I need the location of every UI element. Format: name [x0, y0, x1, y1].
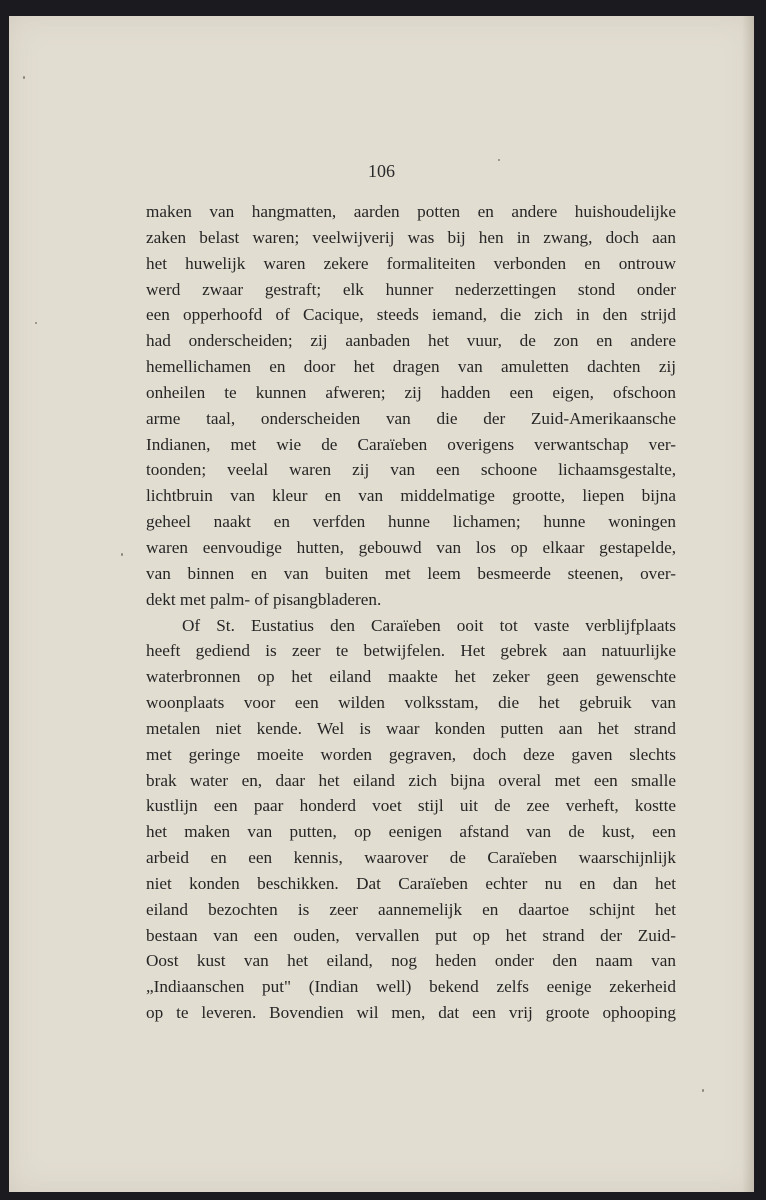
text-line: het huwelijk waren zekere formaliteiten verbonden en ontrouw — [146, 253, 676, 273]
text-line: brak water en, daar het eiland zich bijna overal met een smalle — [146, 770, 676, 790]
text-line: onheilen te kunnen afweren; zij hadden een eigen, ofschoon — [146, 382, 676, 402]
text-line: dekt met palm- of pisangbladeren. — [146, 589, 382, 609]
text-line: waren eenvoudige hutten, gebouwd van los op elkaar gestapelde, — [146, 537, 676, 557]
text-line: arme taal, onderscheiden van die der Zuid-Amerikaansche — [146, 408, 676, 428]
text-line: op te leveren. Bovendien wil men, dat een vrij groote ophooping — [146, 1003, 676, 1023]
text-line: een opperhoofd of Cacique, steeds iemand, die zich in den strijd — [146, 305, 676, 325]
text-line: eiland bezochten is zeer aannemelijk en daartoe schijnt het — [146, 899, 676, 919]
text-line: woonplaats voor een wilden volksstam, die het gebruik van — [146, 693, 676, 713]
paper-speck — [121, 553, 123, 556]
text-line: zaken belast waren; veelwijverij was bij hen in zwang, doch aan — [146, 227, 676, 247]
text-line: het maken van putten, op eenigen afstand van de kust, een — [146, 822, 676, 842]
paper-speck — [35, 322, 37, 324]
text-line: had onderscheiden; zij aanbaden het vuur, de zon en andere — [146, 331, 676, 351]
text-line: waterbronnen op het eiland maakte het zeker geen gewenschte — [146, 667, 676, 687]
text-line: lichtbruin van kleur en van middelmatige grootte, liepen bijna — [146, 486, 676, 506]
text-line: met geringe moeite worden gegraven, doch deze gaven slechts — [146, 744, 676, 764]
text-line: niet konden beschikken. Dat Caraïeben echter nu en dan het — [146, 873, 676, 893]
text-line: Oost kust van het eiland, nog heden onder den naam van — [146, 951, 676, 971]
body-text — [146, 199, 676, 1026]
book-page — [9, 16, 754, 1192]
text-line: metalen niet kende. Wel is waar konden putten aan het strand — [146, 718, 676, 738]
text-line: heeft gediend is zeer te betwijfelen. Het gebrek aan natuurlijke — [146, 641, 676, 661]
paper-speck — [702, 1089, 704, 1092]
text-line: maken van hangmatten, aarden potten en andere huishoudelijke — [146, 202, 676, 221]
text-line: hemellichamen en door het dragen van amuletten dachten zij — [146, 357, 676, 377]
text-line: geheel naakt en verfden hunne lichamen; hunne woningen — [146, 512, 676, 532]
paper-speck — [23, 76, 25, 79]
text-line: van binnen en van buiten met leem besmeerde steenen, over- — [146, 563, 676, 583]
text-line: toonden; veelal waren zij van een schoone lichaamsgestalte, — [146, 460, 676, 480]
text-line: kustlijn een paar honderd voet stijl uit de zee verheft, kostte — [146, 796, 676, 816]
page-number: 106 — [368, 161, 395, 181]
text-line: „Indiaanschen put" (Indian well) bekend zelfs eenige zekerheid — [146, 977, 676, 997]
text-line: bestaan van een ouden, vervallen put op het strand der Zuid- — [146, 925, 676, 945]
text-line: werd zwaar gestraft; elk hunner nederzettingen stond onder — [146, 279, 676, 299]
page-edge-shadow — [742, 16, 754, 1192]
text-line: Indianen, met wie de Caraïeben overigens verwantschap ver- — [146, 434, 676, 454]
text-line: Of St. Eustatius den Caraïeben ooit tot vaste verblijfplaats — [182, 615, 676, 635]
text-line: arbeid en een kennis, waarover de Caraïeben waarschijnlijk — [146, 848, 676, 868]
